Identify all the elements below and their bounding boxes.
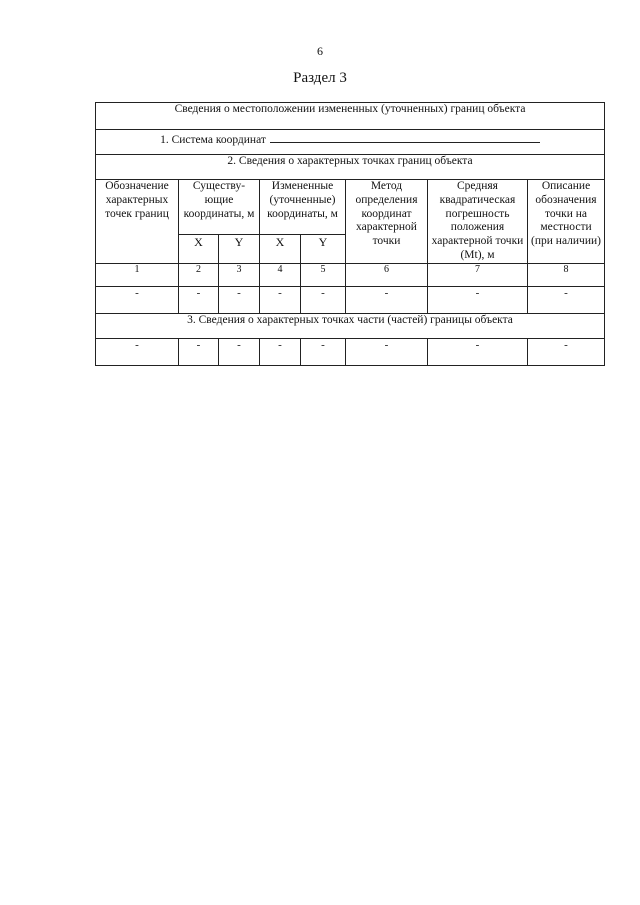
header-y: Y [301,234,346,263]
section-title: Раздел 3 [293,70,347,86]
table-cell: - [428,338,528,365]
boundary-table [95,102,605,366]
boundary-points-label: 2. Сведения о характерных точках границ объекта [96,155,605,180]
table-cell: - [179,338,219,365]
table-cell: - [260,338,301,365]
column-number: 4 [260,263,301,286]
header-method: Метод определения координат характерной точки [346,180,428,264]
table-cell: - [96,286,179,313]
table-cell: - [301,286,346,313]
table-cell: - [219,286,260,313]
header-x: X [179,234,219,263]
header-x: X [260,234,301,263]
table-cell: - [96,338,179,365]
column-number: 8 [528,263,605,286]
column-number: 6 [346,263,428,286]
part-points-label: 3. Сведения о характерных точках части (частей) границы объекта [96,313,605,338]
table-title: Сведения о местоположении измененных (уточненных) границ объекта [96,103,605,130]
table-cell: - [428,286,528,313]
table-cell: - [346,338,428,365]
table-cell: - [260,286,301,313]
table-cell: - [179,286,219,313]
page-number: 6 [317,44,323,58]
header-point-designation: Обозначение характерных точек границ [96,180,179,264]
column-number: 1 [96,263,179,286]
table-cell: - [219,338,260,365]
coord-system-row [96,130,605,155]
coord-system-label: 1. Система координат [160,134,266,146]
header-changed-coords: Измененные (уточненные) координаты, м [260,180,346,235]
header-y: Y [219,234,260,263]
table-cell: - [528,338,605,365]
column-number: 3 [219,263,260,286]
header-error: Средняя квадратическая погрешность положения характерной точки (Mt), м [428,180,528,264]
header-existing-coords: Существу-ющие координаты, м [179,180,260,235]
table-cell: - [346,286,428,313]
table-cell: - [528,286,605,313]
column-number: 5 [301,263,346,286]
column-number: 7 [428,263,528,286]
column-number: 2 [179,263,219,286]
header-description: Описание обозначения точки на местности (при наличии) [528,180,605,264]
table-cell: - [301,338,346,365]
coord-system-field [270,130,540,143]
